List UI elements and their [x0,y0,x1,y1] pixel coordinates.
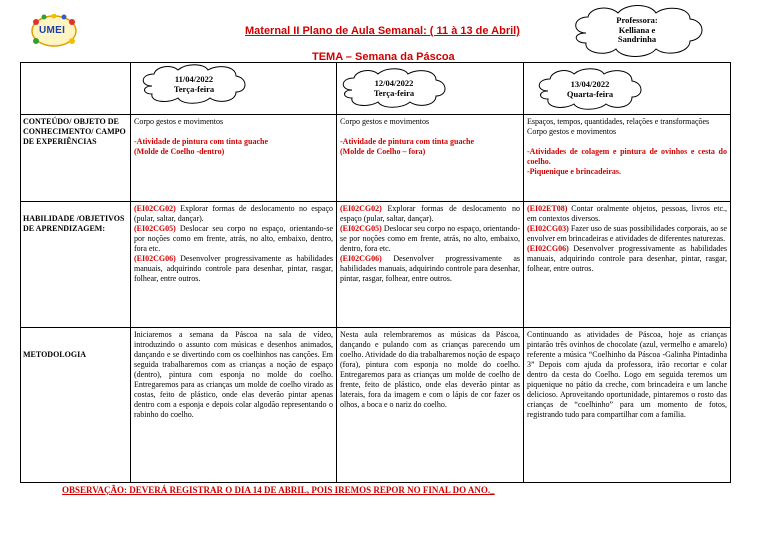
row-label-habilidade-text: HABILIDADE /OBJETIVOS DE APRENDIZAGEM: [23,214,125,233]
conteudo-activity-detail: (Molde de Coelho – fora) [340,147,426,156]
bncc-code: (EI02CG02) [340,204,382,213]
bncc-code: (EI02CG05) [134,224,176,233]
conteudo-text: Corpo gestos e movimentos [134,117,224,126]
conteudo-activity: -Atividade de pintura com tinta guache [340,137,474,146]
logo-text: UMEI [39,25,66,36]
conteudo-day-1 [131,115,337,202]
teacher-name-2: Sandrinha [617,34,657,44]
row-label-habilidade [21,202,131,328]
header-empty-cell [21,63,131,115]
bncc-text: Desenvolver progressivamente as habilidades manuais, adquirindo controle para desenhar, pintar, rasgar, folhear, entre outros. [527,244,727,273]
table-row-habilidade [21,202,731,328]
bncc-text: Explorar formas de deslocamento no espaço (pular, saltar, dançar). [134,204,333,223]
bncc-code: (EI02ET08) [527,204,568,213]
conteudo-text: Corpo gestos e movimentos [340,117,430,126]
day-weekday: Terça-feira [373,87,415,98]
habilidade-day-3 [524,202,731,328]
conteudo-text: Espaços, tempos, quantidades, relações e transformações [527,117,710,126]
row-label-metodologia-text: METODOLOGIA [23,350,86,359]
bncc-text: Desenvolver progressivamente as habilidades manuais, adquirindo controle para desenhar, pintar, rasgar, folhear, entre outros. [340,254,520,283]
metodologia-day-2: Nesta aula relembraremos as músicas da Páscoa, dançando e pulando com as crianças parecendo um coelho. Atividade do dia trabalharemos noção de espaço (fora), pintura com esponja no molde do coelho. Entregaremos para as crianças um molde de coelho de frente, feito de plástico, onde elas deverão pintar as laterais, fora da imagem e com o lápis de cor fazer os olhos, a boca e o nariz do coelho. [337,328,524,483]
conteudo-day-3 [524,115,731,202]
conteudo-activity: -Atividade de pintura com tinta guache [134,137,268,146]
bncc-text: Desenvolver progressivamente as habilidades manuais, adquirindo controle para desenhar, pintar, rasgar, folhear, entre outros. [134,254,333,283]
conteudo-text-2: Corpo gestos e movimentos [527,127,617,136]
metodologia-day-3: Continuando as atividades de Páscoa, hoje as crianças pintarão três ovinhos de chocolate (azul, vermelho e amarelo) referente a música “Coelhinho da Páscoa -Galinha Pintadinha 3” Depois com ajuda da professora, irão recortar e colar dentro da cesta do Coelho. Logo em seguida teremos um piquenique no pátio da creche, com brincadeira e um lanche delicioso. Aproveitando oportunidade, pintaremos o rosto das crianças de “coelhinho” para um momento de fotos, registrando tudo para compartilhar com a família. [524,328,731,483]
day-weekday: Quarta-feira [566,88,614,99]
day-date: 11/04/2022 [174,74,214,84]
header-day-3 [524,63,731,115]
bncc-code: (EI02CG06) [527,244,569,253]
header-day-1 [131,63,337,115]
teacher-name-1: Kelliana e [618,24,656,35]
bncc-text: Contar oralmente objetos, pessoas, livros etc., em contextos diversos. [527,204,727,223]
row-label-conteudo: CONTEÚDO/ OBJETO DE CONHECIMENTO/ CAMPO DE EXPERIÊNCIAS [21,115,131,202]
teacher-label: Professora: [616,15,658,25]
day-date: 12/04/2022 [374,78,414,88]
bncc-code: (EI02CG03) [527,224,569,233]
table-row-conteudo [21,115,731,202]
observation-note: OBSERVAÇÃO: DEVERÁ REGISTRAR O DIA 14 DE ABRIL, POIS IREMOS REPOR NO FINAL DO ANO._ [62,485,495,495]
bncc-code: (EI02CG05) [340,224,382,233]
row-label-metodologia [21,328,131,483]
habilidade-day-2 [337,202,524,328]
conteudo-activity-detail: (Molde de Coelho -dentro) [134,147,225,156]
theme-title: TEMA – Semana da Páscoa [312,51,455,63]
conteudo-day-2 [337,115,524,202]
habilidade-day-1 [131,202,337,328]
bncc-code: (EI02CG02) [134,204,176,213]
teacher-cloud [566,3,708,59]
conteudo-activity: -Atividades de colagem e pintura de ovinhos e cesta do coelho. [527,147,727,166]
page-title: Maternal II Plano de Aula Semanal: ( 11 à 13 de Abril) [245,25,520,37]
bncc-code: (EI02CG06) [134,254,176,263]
day-weekday: Terça-feira [173,83,215,94]
table-row-metodologia [21,328,731,483]
school-logo [30,14,78,48]
bncc-text: Fazer uso de suas possibilidades corporais, ao se envolver em brincadeiras e atividades de diferentes naturezas. [527,224,727,243]
lesson-plan-table [20,62,731,483]
bncc-text: Explorar formas de deslocamento no espaço (pular, saltar, dançar). [340,204,520,223]
bncc-text: Deslocar seu corpo no espaço, orientando-se por noções como em frente, atrás, no alto, embaixo, dentro, fora etc. [340,224,520,253]
bncc-text: Deslocar seu corpo no espaço, orientando-se por noções como em frente, atrás, no alto, embaixo, dentro, fora etc. [134,224,333,253]
conteudo-activity-2: -Piquenique e brincadeiras. [527,167,622,176]
metodologia-day-1: Iniciaremos a semana da Páscoa na sala de vídeo, introduzindo o assunto com músicas e desenhos animados, dançando e se divertindo com os coelhinhos nas canções. Em seguida trabalharemos com as crianças a noção de espaço (dentro), pintura com esponja no molde do coelho. Entregaremos para as crianças um molde de coelho virado as costas, feito de plástico, onde elas deverão pintar apenas dentro com a esponja e depois colar algodão representando o rabinho do coelho. [131,328,337,483]
bncc-code: (EI02CG06) [340,254,382,263]
day-date: 13/04/2022 [570,79,610,89]
table-header-row [21,63,731,115]
header-day-2 [337,63,524,115]
